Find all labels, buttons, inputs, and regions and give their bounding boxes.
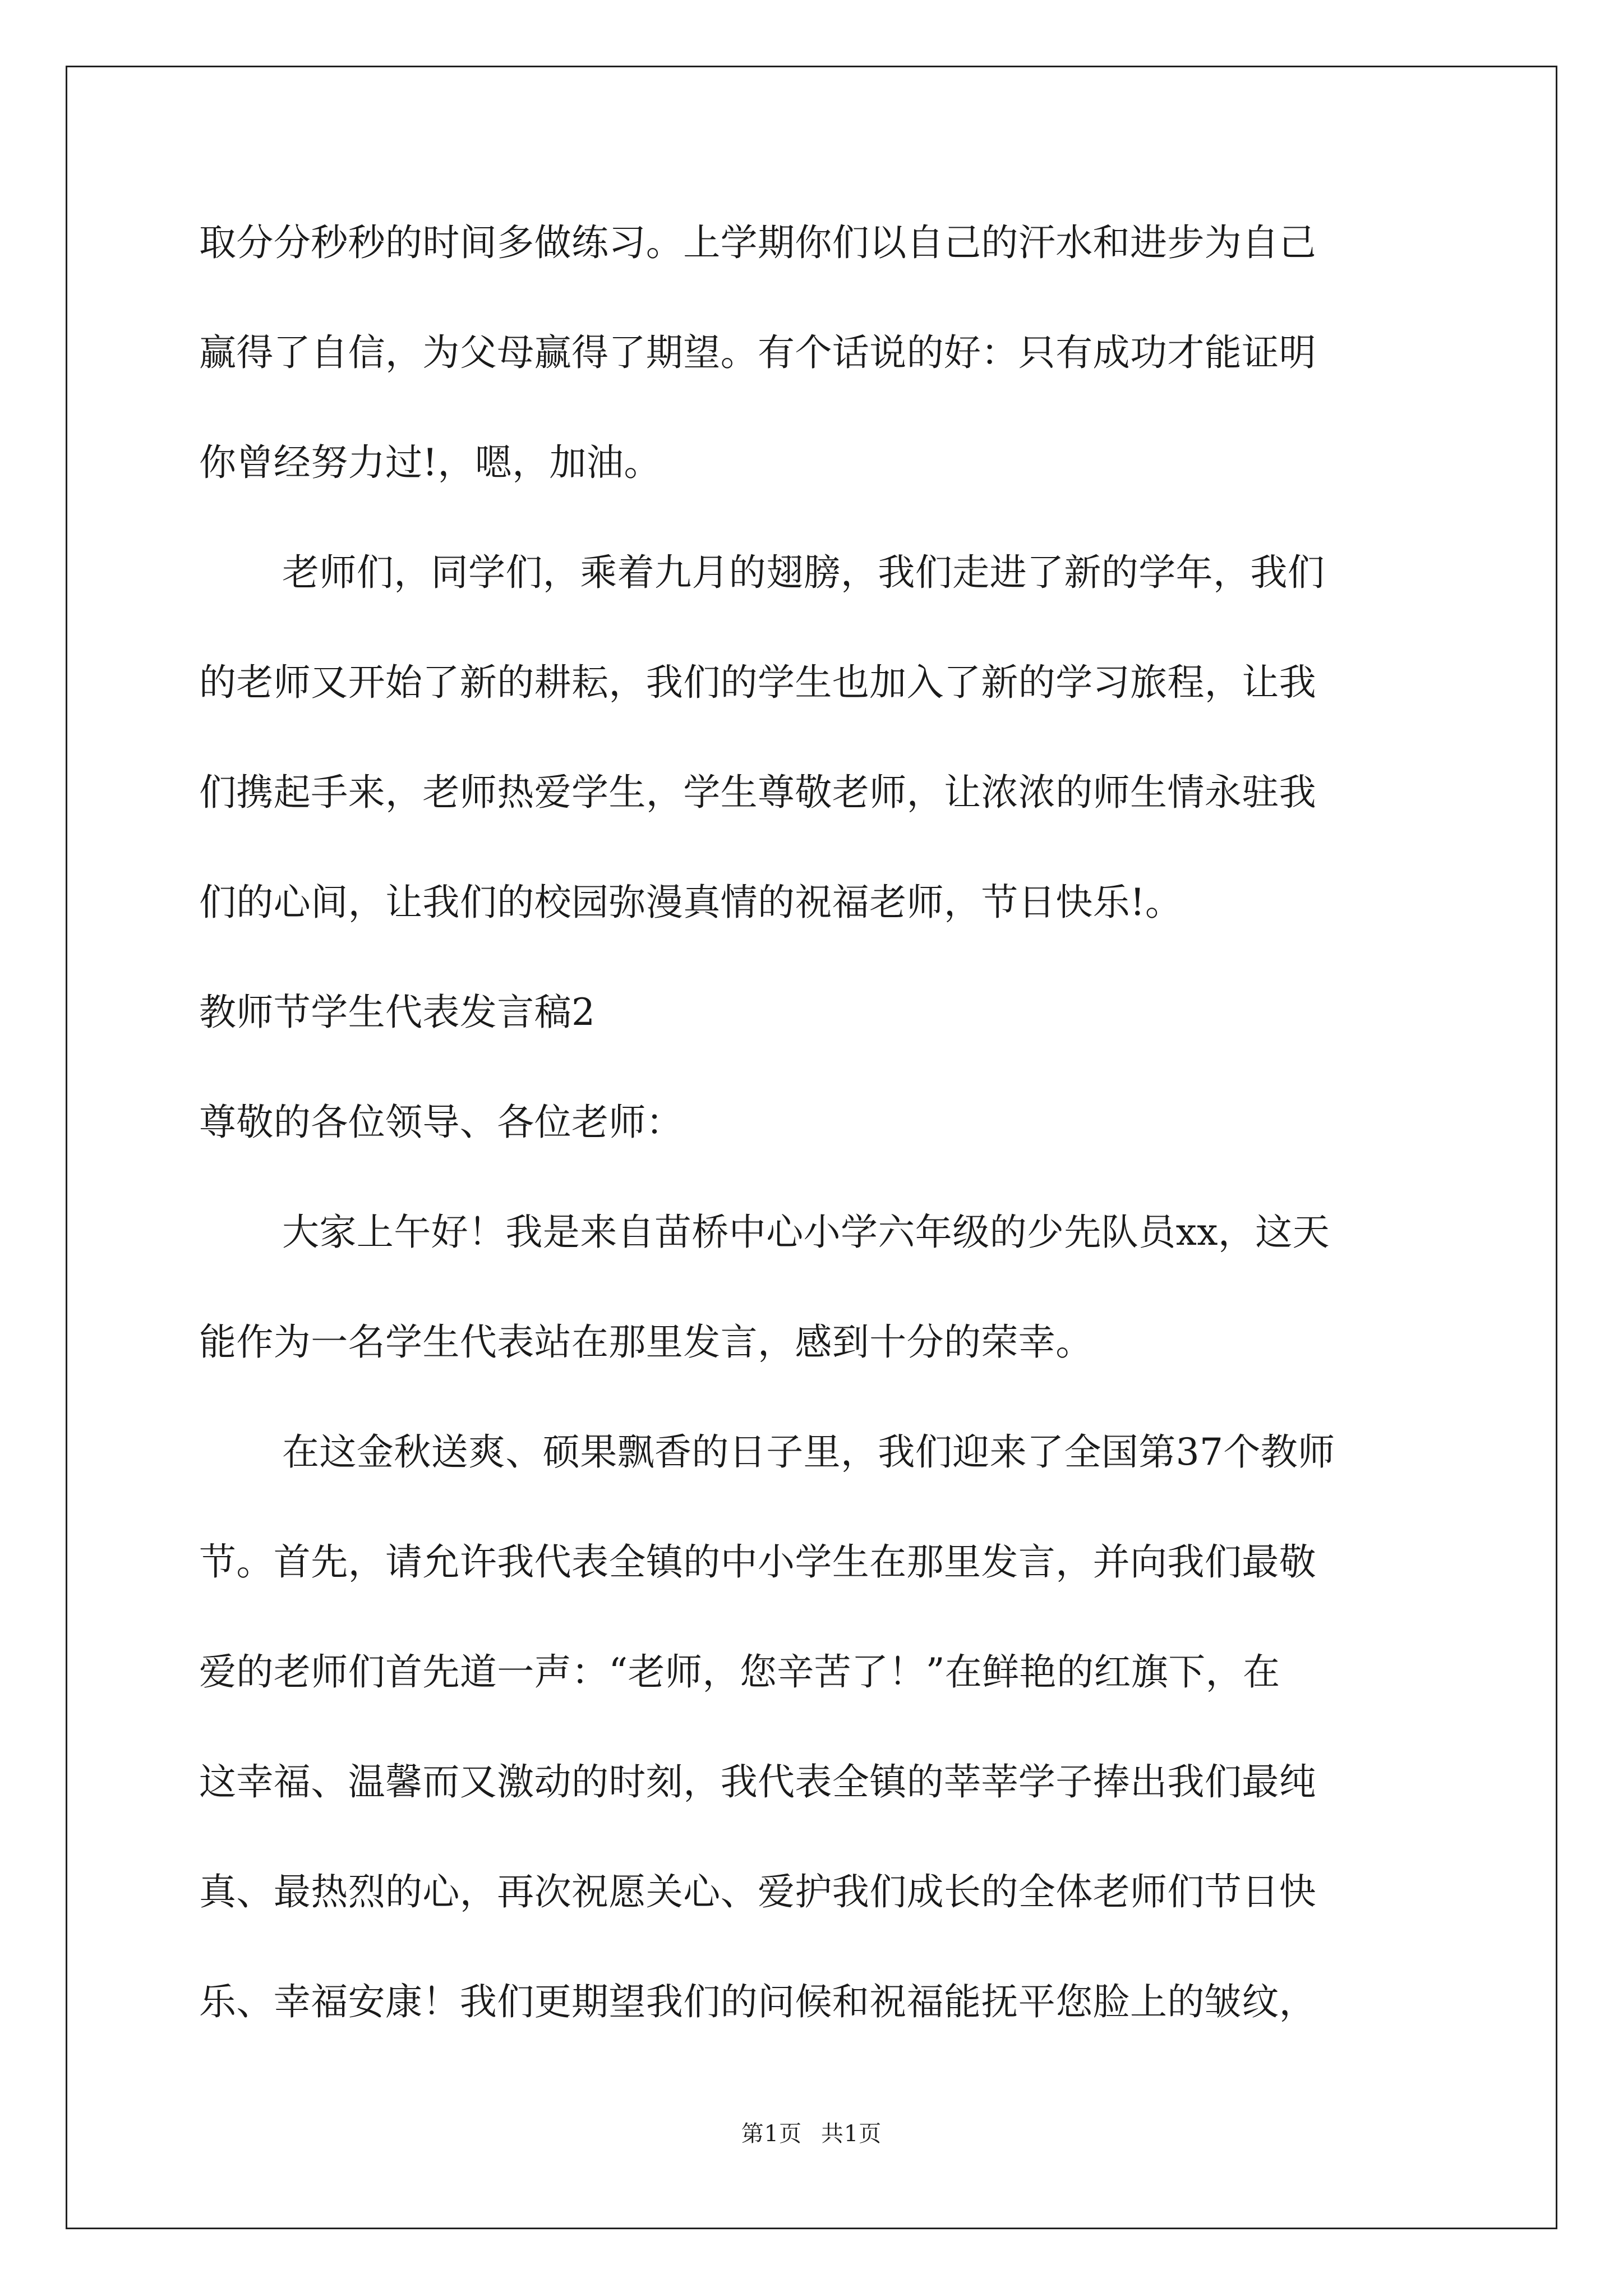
body-line: 赢得了自信，为父母赢得了期望。有个话说的好：只有成功才能证明 — [199, 331, 1316, 374]
body-line: 你曾经努力过!，嗯，加油。 — [199, 441, 661, 484]
body-line: 的老师又开始了新的耕耘，我们的学生也加入了新的学习旅程，让我 — [199, 661, 1316, 704]
body-line: 取分分秒秒的时间多做练习。上学期你们以自己的汗水和进步为自己 — [199, 221, 1316, 264]
body-line: 乐、幸福安康！我们更期望我们的问候和祝福能抚平您脸上的皱纹， — [199, 1980, 1316, 2023]
body-line: 真、最热烈的心，再次祝愿关心、爱护我们成长的全体老师们节日快 — [199, 1870, 1316, 1913]
body-line: 们携起手来，老师热爱学生，学生尊敬老师，让浓浓的师生情永驻我 — [199, 771, 1316, 814]
paragraph-first-line: 大家上午好！我是来自苗桥中心小学六年级的少先队员xx，这天 — [282, 1211, 1330, 1254]
paragraph-first-line: 在这金秋送爽、硕果飘香的日子里，我们迎来了全国第37个教师 — [282, 1430, 1335, 1474]
page-number: 第1页 — [741, 2121, 803, 2147]
body-line: 这幸福、温馨而又激动的时刻，我代表全镇的莘莘学子捧出我们最纯 — [199, 1760, 1316, 1803]
body-line: 们的心间，让我们的校园弥漫真情的祝福老师，节日快乐!。 — [199, 881, 1183, 924]
body-line: 爱的老师们首先道一声：“老师，您辛苦了！”在鲜艳的红旗下，在 — [199, 1650, 1280, 1694]
document-body — [199, 218, 1427, 2087]
section-title: 教师节学生代表发言稿2 — [199, 991, 596, 1034]
paragraph-first-line: 老师们，同学们，乘着九月的翅膀，我们走进了新的学年，我们 — [282, 551, 1325, 594]
salutation: 尊敬的各位领导、各位老师： — [199, 1101, 684, 1144]
body-line: 节。首先，请允许我代表全镇的中小学生在那里发言，并向我们最敬 — [199, 1540, 1316, 1584]
page-footer — [0, 2119, 1623, 2148]
body-line: 能作为一名学生代表站在那里发言，感到十分的荣幸。 — [199, 1320, 1093, 1364]
page-total: 共1页 — [820, 2121, 882, 2147]
